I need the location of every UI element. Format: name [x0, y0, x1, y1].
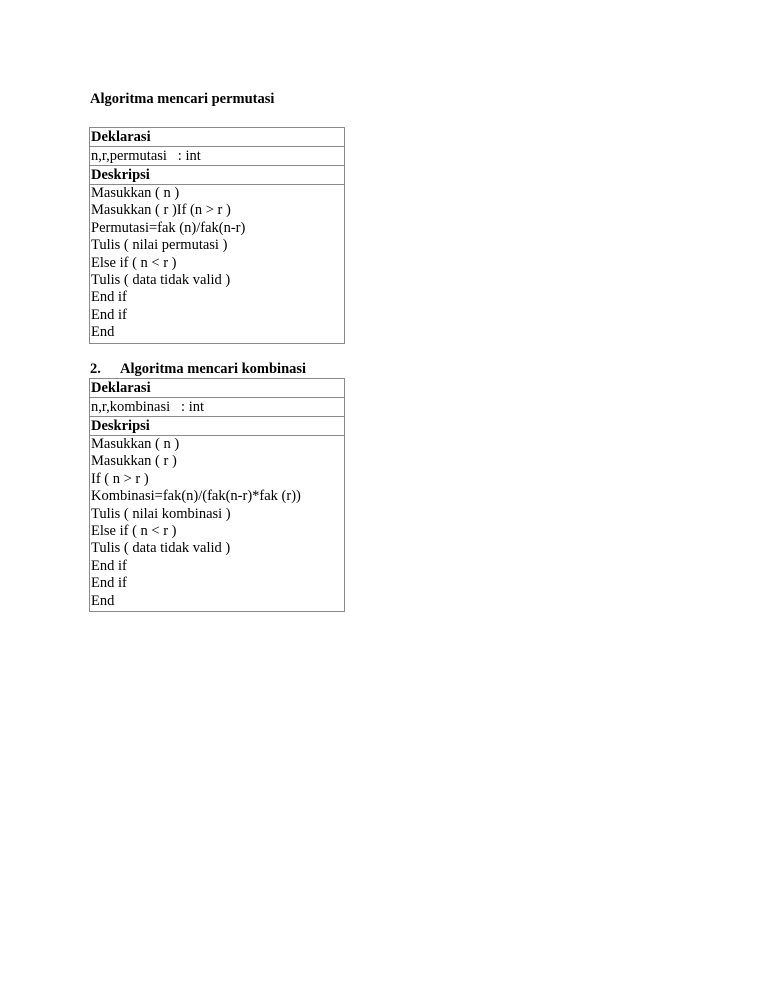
code-line: Masukkan ( n ) [91, 436, 180, 452]
code-line: Tulis ( data tidak valid ) [91, 271, 231, 288]
code-line: End if [91, 306, 127, 323]
description-label: Deskripsi [90, 417, 344, 436]
code-line: Tulis ( nilai permutasi ) [91, 237, 228, 254]
code-line: Masukkan ( n ) [91, 185, 180, 201]
permutation-algorithm-box [89, 127, 345, 344]
code-line: End if [91, 289, 127, 306]
combination-algorithm-box [89, 378, 345, 612]
description-body [90, 436, 344, 611]
description-label: Deskripsi [90, 166, 344, 185]
code-line: Tulis ( data tidak valid ) [91, 540, 231, 557]
code-line: End [91, 324, 115, 341]
combination-title: Algoritma mencari kombinasi [120, 361, 307, 377]
declaration-value: n,r,kombinasi : int [90, 398, 344, 417]
code-line: End [91, 592, 115, 609]
declaration-label: Deklarasi [90, 128, 344, 147]
code-line: Else if ( n < r ) [91, 254, 177, 271]
code-line: If ( n > r ) [91, 470, 149, 487]
code-line: Else if ( n < r ) [91, 522, 177, 539]
code-line: Masukkan ( r )If (n > r ) [91, 202, 231, 219]
code-line: Tulis ( nilai kombinasi ) [91, 505, 231, 522]
code-line: End if [91, 557, 127, 574]
permutation-heading: Algoritma mencari permutasi [90, 91, 275, 107]
code-line: End if [91, 575, 127, 592]
combination-heading [90, 361, 306, 378]
code-line: Permutasi=fak (n)/fak(n-r) [91, 219, 246, 236]
description-body [90, 185, 344, 343]
section-number: 2. [90, 361, 101, 377]
code-line: Kombinasi=fak(n)/(fak(n-r)*fak (r)) [91, 488, 301, 505]
declaration-label: Deklarasi [90, 379, 344, 398]
code-line: Masukkan ( r ) [91, 453, 177, 470]
declaration-value: n,r,permutasi : int [90, 147, 344, 166]
